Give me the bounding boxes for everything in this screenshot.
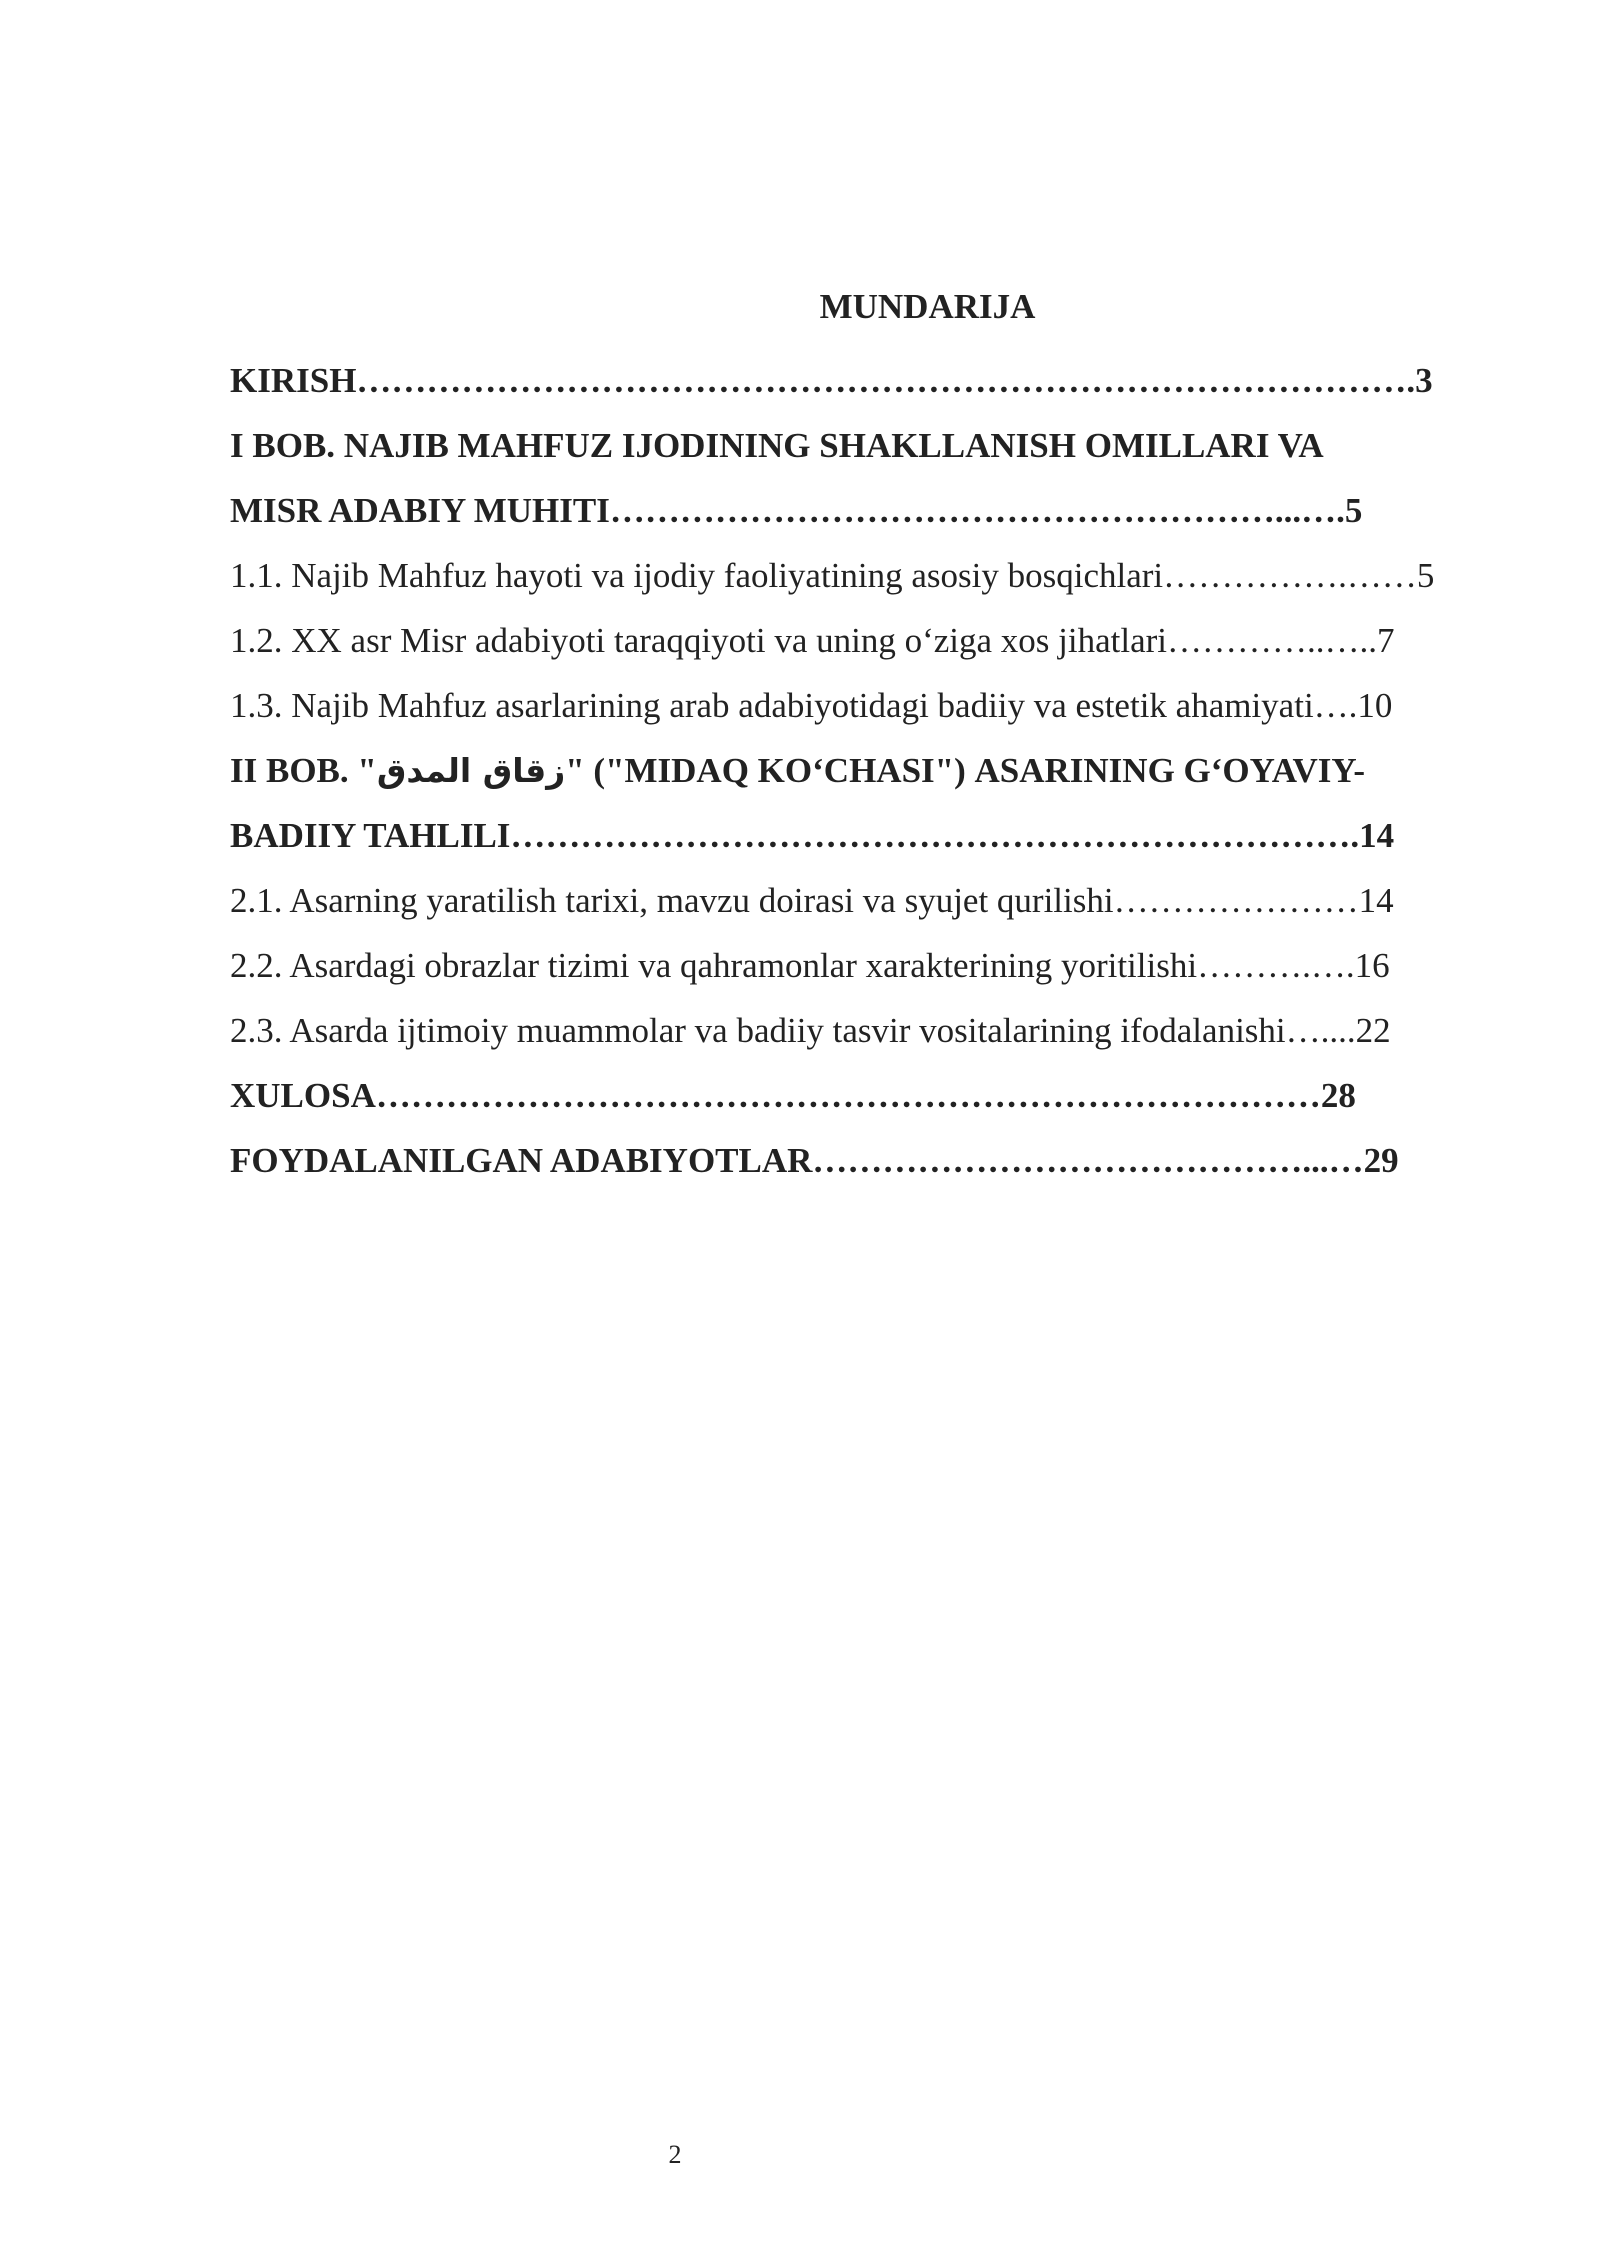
toc-entry-section-1-3: 1.3. Najib Mahfuz asarlarining arab adabiyotidagi badiiy va estetik ahamiyati….10	[230, 686, 1393, 725]
toc-entry-chapter-2-heading-cont: BADIIY TAHLILI……………………………………………………………….14	[230, 816, 1395, 855]
page-number: 2	[668, 2140, 682, 2169]
toc-entry-kirish: KIRISH……………………………………………………………………………….3	[230, 361, 1433, 400]
toc-entry-bibliography: FOYDALANILGAN ADABIYOTLAR……………………………………...…29	[230, 1141, 1399, 1180]
chapter-2-prefix: II BOB. "	[230, 751, 377, 790]
toc-entry-section-2-2: 2.2. Asardagi obrazlar tizimi va qahramonlar xarakterining yoritilishi……….….16	[230, 946, 1390, 985]
toc-entry-xulosa: XULOSA………………………………………………………………………28	[230, 1076, 1356, 1115]
toc-entry-section-2-3: 2.3. Asarda ijtimoiy muammolar va badiiy tasvir vositalarining ifodalanishi…....22	[230, 1011, 1391, 1050]
toc-entry-chapter-1-heading-cont: MISR ADABIY MUHITI…………………………………………………...….5	[230, 491, 1363, 530]
toc-entry-chapter-1-heading: I BOB. NAJIB MAHFUZ IJODINING SHAKLLANISH OMILLARI VA	[230, 426, 1324, 465]
toc-entry-chapter-2-heading	[230, 738, 1495, 803]
toc-entry-section-2-1: 2.1. Asarning yaratilish tarixi, mavzu doirasi va syujet qurilishi…………………14	[230, 881, 1394, 920]
chapter-2-suffix: " ("MIDAQ KOʻCHASI") ASARINING GʻOYAVIY-	[565, 751, 1366, 790]
toc-entry-section-1-1: 1.1. Najib Mahfuz hayoti va ijodiy faoliyatining asosiy bosqichlari…………….……5	[230, 556, 1435, 595]
toc-entry-section-1-2: 1.2. XX asr Misr adabiyoti taraqqiyoti va uning oʻziga xos jihatlari…………..…..7	[230, 621, 1395, 660]
chapter-2-arabic-title: زقاق المدق	[376, 751, 566, 790]
toc-title: MUNDARIJA	[819, 287, 1036, 326]
table-of-contents	[230, 282, 1495, 1193]
